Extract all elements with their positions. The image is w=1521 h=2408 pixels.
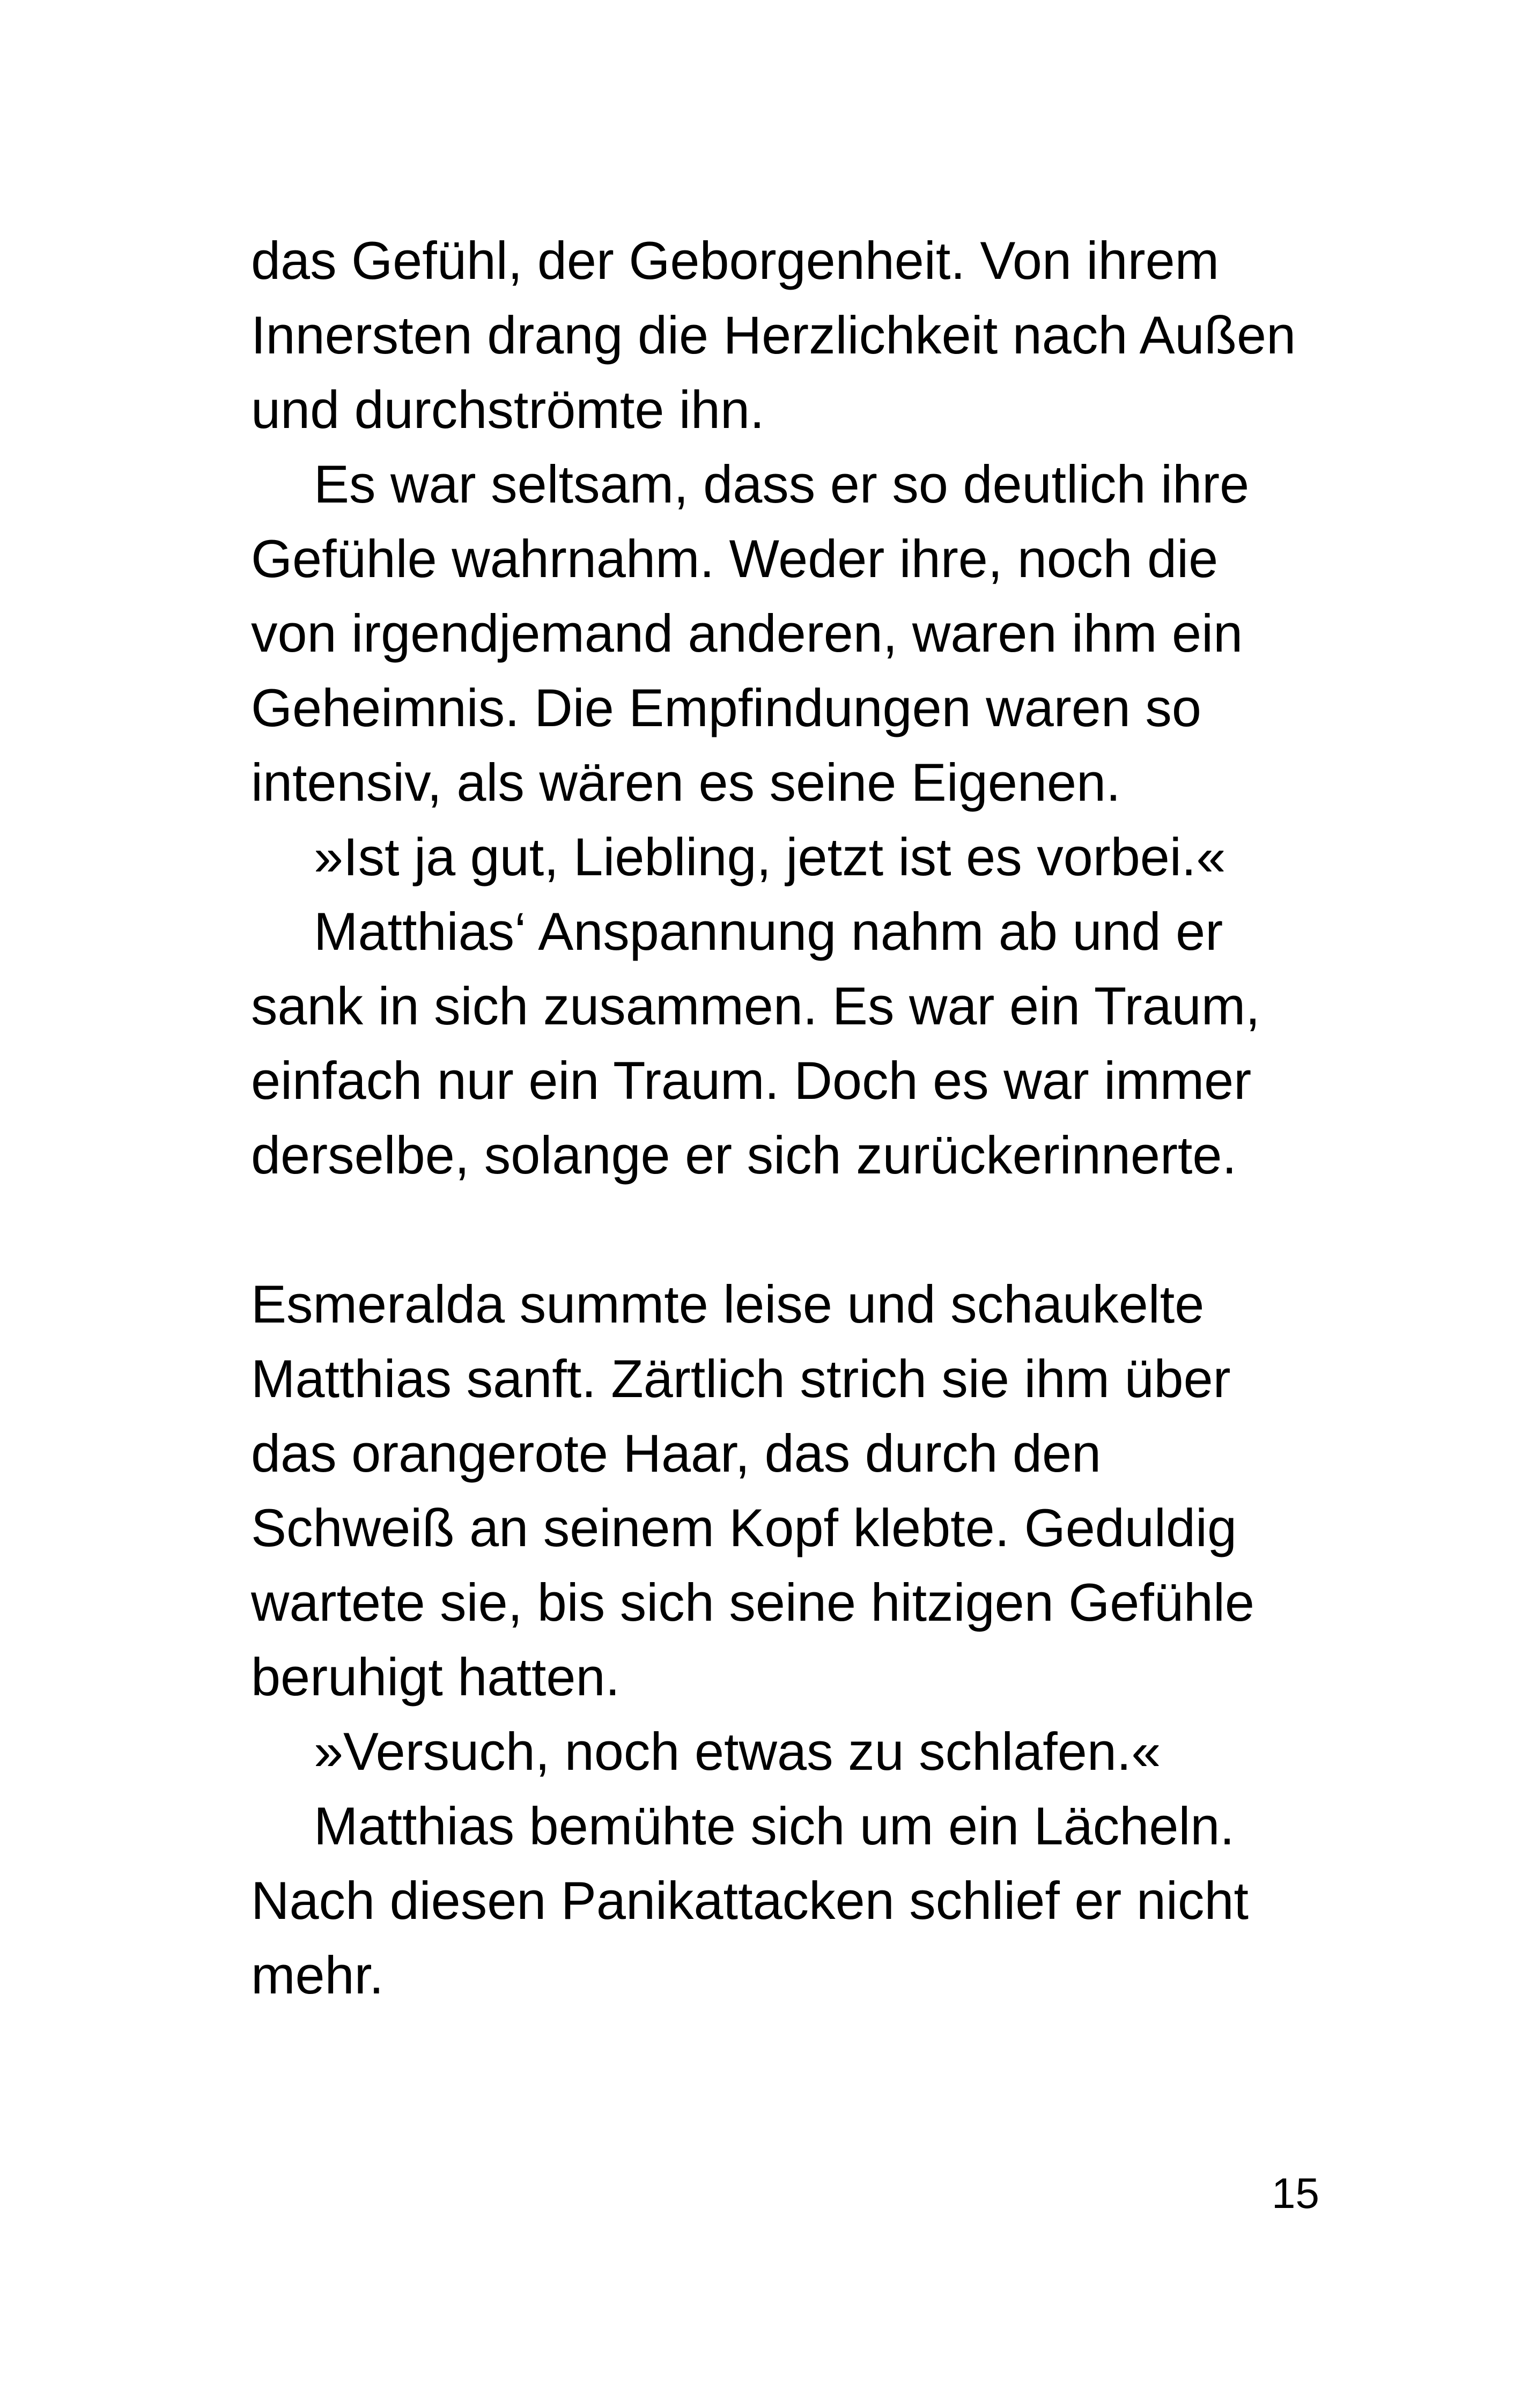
text-line: beruhigt hatten. [251, 1647, 621, 1707]
text-line: Matthias‘ Anspannung nahm ab und er [314, 902, 1223, 961]
text-line: sank in sich zusammen. Es war ein Traum, [251, 976, 1260, 1036]
text-line: Geheimnis. Die Empfindungen waren so [251, 678, 1201, 737]
text-line: Nach diesen Panikattacken schlief er nicht [251, 1871, 1249, 1930]
text-line: Esmeralda summte leise und schaukelte [251, 1274, 1205, 1334]
text-line: Matthias sanft. Zärtlich strich sie ihm über [251, 1349, 1231, 1408]
text-line: das Gefühl, der Geborgenheit. Von ihrem [251, 231, 1220, 290]
text-line: »Versuch, noch etwas zu schlafen.« [314, 1722, 1161, 1781]
text-line: und durchströmte ihn. [251, 380, 765, 439]
text-line: Matthias bemühte sich um ein Lächeln. [314, 1796, 1235, 1856]
text-line: einfach nur ein Traum. Doch es war immer [251, 1051, 1252, 1110]
text-line: Schweiß an seinem Kopf klebte. Geduldig [251, 1498, 1237, 1557]
text-line: Es war seltsam, dass er so deutlich ihre [314, 454, 1250, 514]
text-line: das orangerote Haar, das durch den [251, 1423, 1102, 1483]
text-line: von irgendjemand anderen, waren ihm ein [251, 603, 1243, 663]
text-line: Gefühle wahrnahm. Weder ihre, noch die [251, 529, 1219, 588]
text-line: wartete sie, bis sich seine hitzigen Gefühle [251, 1572, 1254, 1632]
text-line: intensiv, als wären es seine Eigenen. [251, 752, 1121, 812]
body-text [251, 223, 1345, 2012]
paragraph-gap [251, 1192, 1345, 1267]
text-line: »Ist ja gut, Liebling, jetzt ist es vorbei.« [314, 827, 1226, 887]
text-line: Innersten drang die Herzlichkeit nach Außen [251, 305, 1296, 365]
text-line: derselbe, solange er sich zurückerinnerte. [251, 1125, 1237, 1185]
page-number: 15 [1272, 2169, 1319, 2217]
text-line: mehr. [251, 1945, 384, 2005]
